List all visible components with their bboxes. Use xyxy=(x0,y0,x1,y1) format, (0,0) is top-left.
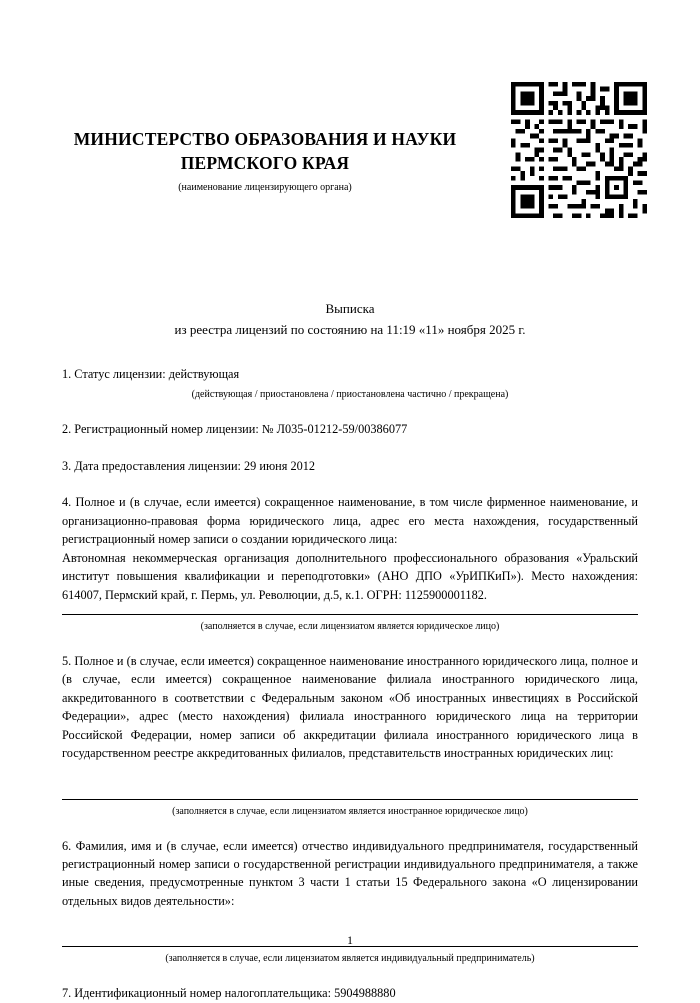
item-text: 2. Регистрационный номер лицензии: № Л035-01212-59/00386077 xyxy=(62,422,408,437)
document-subtitle: из реестра лицензий по состоянию на 11:19 «11» ноября 2025 г. xyxy=(174,322,526,338)
divider xyxy=(62,799,638,800)
issuing-authority-caption: (наименование лицензирующего органа) xyxy=(178,182,352,194)
item-note: (заполняется в случае, если лицензиатом является иностранное юридическое лицо) xyxy=(172,805,528,817)
item-note: (заполняется в случае, если лицензиатом является юридическое лицо) xyxy=(200,620,500,632)
item-license-number xyxy=(62,420,638,438)
item-foreign-entity xyxy=(62,652,638,819)
divider xyxy=(62,614,638,615)
item-text: 3. Дата предоставления лицензии: 29 июня 2012 xyxy=(62,458,316,473)
item-value xyxy=(62,763,638,789)
qr-code xyxy=(511,82,647,218)
item-note: (действующая / приостановлена / приостановлена частично / прекращена) xyxy=(191,389,509,401)
item-taxpayer-number xyxy=(62,984,638,1002)
item-text: 5. Полное и (в случае, если имеется) сокращенное наименование иностранного юридического лица, полное и (в случае, если имеется) сокращенное наименование филиала иностранного юридического лица, аккредитованного в соответствии с Федеральным законом «Об иностранных инвестициях в Российской Федерации», адрес (место нахождения) филиала иностранного юридического лица на территории Российской Федерации, номер записи об аккредитации филиала иностранного юридического лица в государственном реестре аккредитованных филиалов, представительств иностранных юридических лиц: xyxy=(62,653,638,761)
item-license-status xyxy=(62,365,638,402)
item-text: 4. Полное и (в случае, если имеется) сокращенное наименование, в том числе фирменное наименование, и организационно-правовая форма юридического лица, адрес его места нахождения, государственный регистрационный номер записи о создании юридического лица: xyxy=(62,495,638,547)
item-license-date xyxy=(62,457,638,475)
item-text: 1. Статус лицензии: действующая xyxy=(62,367,240,381)
document-title: Выписка xyxy=(325,301,375,316)
item-text: 6. Фамилия, имя и (в случае, если имеется) отчество индивидуального предпринимателя, государственный регистрационный номер записи о государственной регистрации индивидуального предпринимателя, а также иные сведения, предусмотренные пунктом 3 части 1 статьи 15 Федерального закона «О лицензировании отдельных видов деятельности»: xyxy=(62,838,638,908)
item-value: Автономная некоммерческая организация дополнительного профессионального образования «Уральский институт повышения квалификации и переподготовки» (АНО ДПО «УрИПКиП»). Место нахождения: 614007, Пермский край, г. Пермь, ул. Революции, д.5, к.1. ОГРН: 1125900001182. xyxy=(62,550,638,602)
issuing-authority-title: МИНИСТЕРСТВО ОБРАЗОВАНИЯ И НАУКИ ПЕРМСКОГО КРАЯ xyxy=(73,129,457,173)
document-body xyxy=(62,365,638,1003)
page-number: 1 xyxy=(347,933,353,947)
item-legal-entity xyxy=(62,493,638,634)
item-note: (заполняется в случае, если лицензиатом является индивидуальный предприниматель) xyxy=(165,953,535,965)
document-title-block xyxy=(0,298,700,341)
item-text: 7. Идентификационный номер налогоплательщика: 5904988880 xyxy=(62,986,396,1001)
document-header xyxy=(30,128,500,193)
